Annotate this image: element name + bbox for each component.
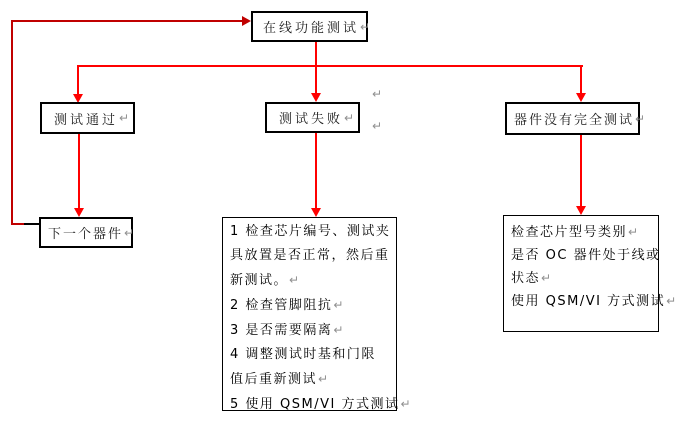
node-not-fully-detail — [503, 215, 676, 332]
paragraph-return-mark: ↵ — [666, 294, 676, 308]
connector-notfully-to-detail — [580, 135, 582, 207]
detail-text: 值后重新测试 — [230, 372, 318, 387]
paragraph-return-mark: ↵ — [541, 271, 552, 285]
paragraph-return-mark: ↵ — [333, 323, 344, 337]
connector-fail-to-detail — [315, 133, 317, 209]
detail-line — [223, 293, 396, 318]
node-label: 在线功能测试 — [263, 21, 360, 36]
paragraph-return-mark: ↵ — [372, 87, 383, 101]
paragraph-return-mark: ↵ — [333, 298, 344, 312]
arrow-down-icon — [576, 93, 586, 102]
detail-line — [504, 267, 658, 290]
arrow-down-icon — [576, 206, 586, 215]
connector-drop-pass — [77, 66, 79, 95]
node-label: 测试失败 — [279, 112, 344, 127]
node-next-device — [39, 217, 133, 248]
detail-text: 2 检查管脚阻抗 — [230, 298, 333, 313]
detail-line — [223, 268, 396, 293]
connector-loop-bottom-stub-black — [24, 223, 39, 225]
detail-line — [223, 220, 396, 244]
arrow-down-icon — [311, 93, 321, 102]
paragraph-return-mark: ↵ — [318, 372, 329, 386]
connector-pass-to-next — [78, 134, 80, 209]
connector-loop-vertical — [11, 20, 13, 225]
connector-branch-rail — [77, 65, 583, 67]
paragraph-return-mark: ↵ — [289, 273, 300, 287]
detail-line — [504, 244, 661, 267]
detail-line — [504, 290, 676, 313]
connector-start-down — [315, 40, 317, 67]
node-label: 器件没有完全测试 — [514, 113, 635, 128]
detail-text: 状态 — [511, 271, 541, 286]
detail-line — [223, 392, 411, 417]
detail-line — [504, 221, 658, 244]
detail-text: 3 是否需要隔离 — [230, 323, 333, 338]
node-test-failed — [265, 102, 360, 133]
detail-text: 是否 OC 器件处于线或 — [511, 248, 661, 263]
arrow-down-icon — [311, 208, 321, 217]
detail-line — [223, 244, 396, 268]
detail-text: 检查芯片型号类别 — [511, 225, 628, 240]
detail-text: 新测试。 — [230, 273, 289, 288]
detail-line — [223, 343, 396, 367]
paragraph-return-mark: ↵ — [124, 225, 135, 240]
paragraph-return-mark: ↵ — [628, 225, 639, 239]
arrow-down-icon — [74, 208, 84, 217]
detail-line — [223, 318, 396, 343]
detail-text: 使用 QSM/VI 方式测试 — [511, 294, 666, 309]
paragraph-return-mark: ↵ — [360, 19, 371, 34]
node-label: 下一个器件 — [48, 227, 124, 242]
detail-line — [223, 367, 396, 392]
paragraph-return-mark: ↵ — [635, 111, 646, 126]
node-test-passed — [40, 102, 135, 134]
node-not-fully-tested — [505, 102, 646, 135]
node-fail-detail — [222, 217, 411, 412]
node-online-function-test — [251, 11, 371, 42]
paragraph-return-mark: ↵ — [372, 119, 383, 133]
connector-drop-fail — [315, 66, 317, 94]
paragraph-return-mark: ↵ — [119, 111, 130, 125]
connector-drop-not-fully — [580, 66, 582, 94]
detail-text: 1 检查芯片编号、测试夹 — [230, 224, 391, 239]
connector-loop-bottom-stub-red — [11, 223, 24, 225]
detail-text: 5 使用 QSM/VI 方式测试 — [230, 397, 400, 412]
paragraph-return-mark: ↵ — [344, 110, 355, 125]
arrow-right-icon — [242, 16, 251, 26]
connector-loop-top-horizontal — [11, 20, 242, 22]
detail-text: 4 调整测试时基和门限 — [230, 347, 376, 362]
node-label: 测试通过 — [54, 112, 119, 128]
paragraph-return-mark: ↵ — [400, 397, 411, 411]
detail-text: 具放置是否正常，然后重 — [230, 248, 390, 263]
